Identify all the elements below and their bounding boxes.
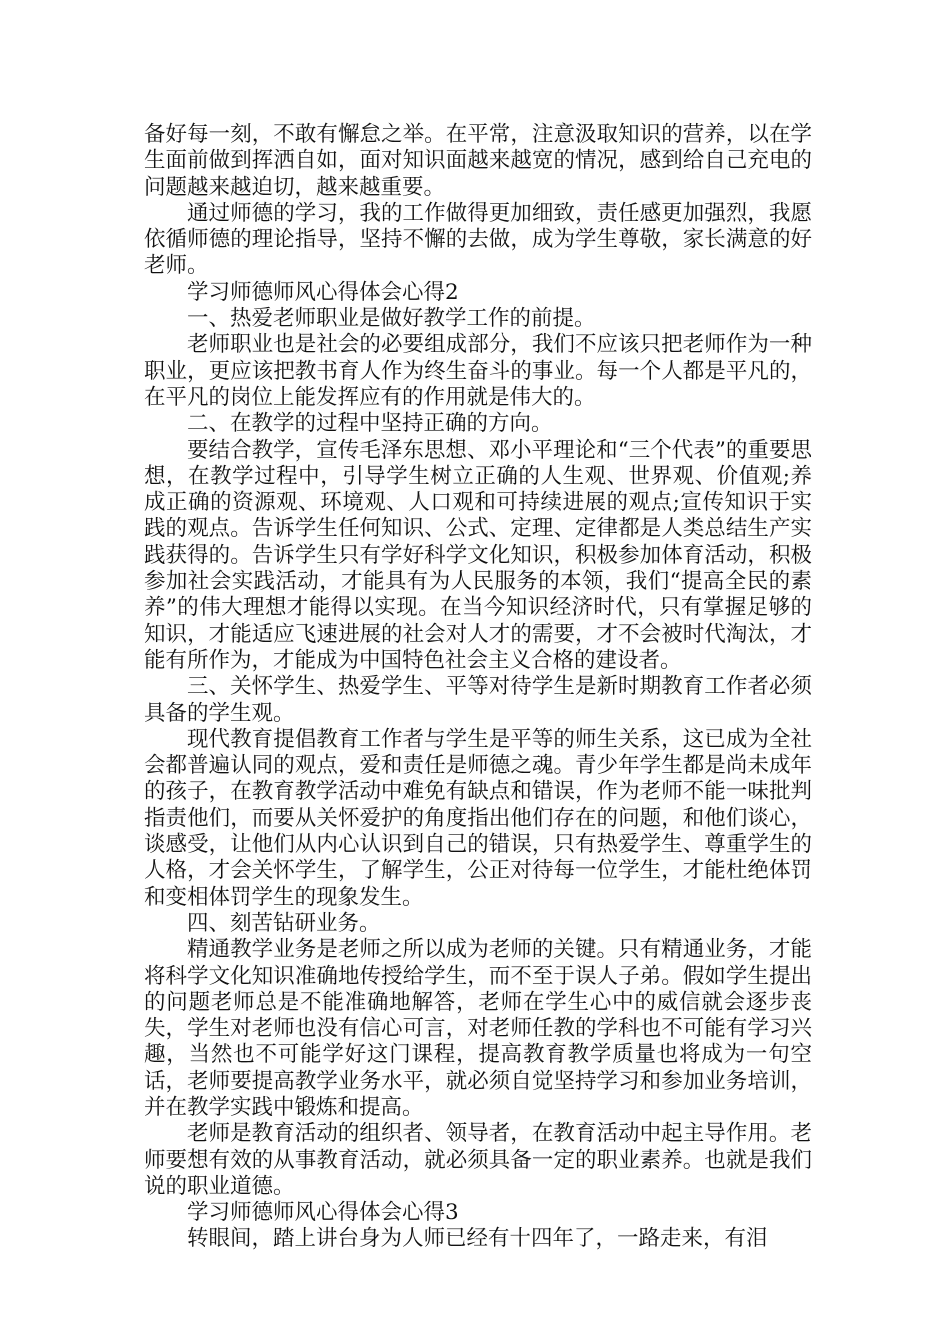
subheading: 一、热爱老师职业是做好教学工作的前提。 <box>187 306 596 332</box>
subheading: 三、关怀学生、热爱学生、平等对待学生是新时期教育工作者必须具备的学生观。 <box>144 674 812 726</box>
document-body <box>144 122 812 1253</box>
paragraph: 老师职业也是社会的必要组成部分，我们不应该只把老师作为一种职业，更应该把教书育人作为终生奋斗的事业。每一个人都是平凡的，在平凡的岗位上能发挥应有的作用就是伟大的。 <box>144 332 812 410</box>
section-heading: 学习师德师风心得体会心得3 <box>187 1200 459 1226</box>
paragraph: 精通教学业务是老师之所以成为老师的关键。只有精通业务，才能将科学文化知识准确地传授给学生，而不至于误人子弟。假如学生提出的问题老师总是不能准确地解答，老师在学生心中的威信就会逐步丧失，学生对老师也没有信心可言，对老师任教的学科也不可能有学习兴趣，当然也不可能学好这门课程，提高教育教学质量也将成为一句空话，老师要提高教学业务水平，就必须自觉坚持学习和参加业务培训，并在教学实践中锻炼和提高。 <box>144 937 812 1120</box>
paragraph: 老师是教育活动的组织者、领导者，在教育活动中起主导作用。老师要想有效的从事教育活动，就必须具备一定的职业素养。也就是我们说的职业道德。 <box>144 1121 812 1199</box>
paragraph: 现代教育提倡教育工作者与学生是平等的师生关系，这已成为全社会都普遍认同的观点，爱和责任是师德之魂。青少年学生都是尚未成年的孩子，在教育教学活动中难免有缺点和错误，作为老师不能一味批判指责他们，而要从关怀爱护的角度指出他们存在的问题，和他们谈心，谈感受，让他们从内心认识到自己的错误，只有热爱学生、尊重学生的人格，才会关怀学生，了解学生，公正对待每一位学生，才能杜绝体罚和变相体罚学生的现象发生。 <box>144 726 812 910</box>
paragraph: 通过师德的学习，我的工作做得更加细致，责任感更加强烈，我愿依循师德的理论指导，坚持不懈的去做，成为学生尊敬，家长满意的好老师。 <box>144 200 812 279</box>
subheading: 二、在教学的过程中坚持正确的方向。 <box>187 411 553 437</box>
paragraph: 备好每一刻，不敢有懈怠之举。在平常，注意汲取知识的营养，以在学生面前做到挥洒自如，面对知识面越来越宽的情况，感到给自己充电的问题越来越迫切，越来越重要。 <box>144 122 812 200</box>
paragraph: 转眼间，踏上讲台身为人师已经有十四年了，一路走来，有泪 <box>187 1226 768 1252</box>
subheading: 四、刻苦钻研业务。 <box>187 910 381 936</box>
paragraph: 要结合教学，宣传毛泽东思想、邓小平理论和“三个代表”的重要思想，在教学过程中，引导学生树立正确的人生观、世界观、价值观;养成正确的资源观、环境观、人口观和可持续进展的观点;宣传知识于实践的观点。告诉学生任何知识、公式、定理、定律都是人类总结生产实践获得的。告诉学生只有学好科学文化知识，积极参加体育活动，积极参加社会实践活动，才能具有为人民服务的本领，我们“提高全民的素养”的伟大理想才能得以实现。在当今知识经济时代，只有掌握足够的知识，才能适应飞速进展的社会对人才的需要，才不会被时代淘汰，才能有所作为，才能成为中国特色社会主义合格的建设者。 <box>144 437 812 673</box>
section-heading: 学习师德师风心得体会心得2 <box>187 279 459 305</box>
